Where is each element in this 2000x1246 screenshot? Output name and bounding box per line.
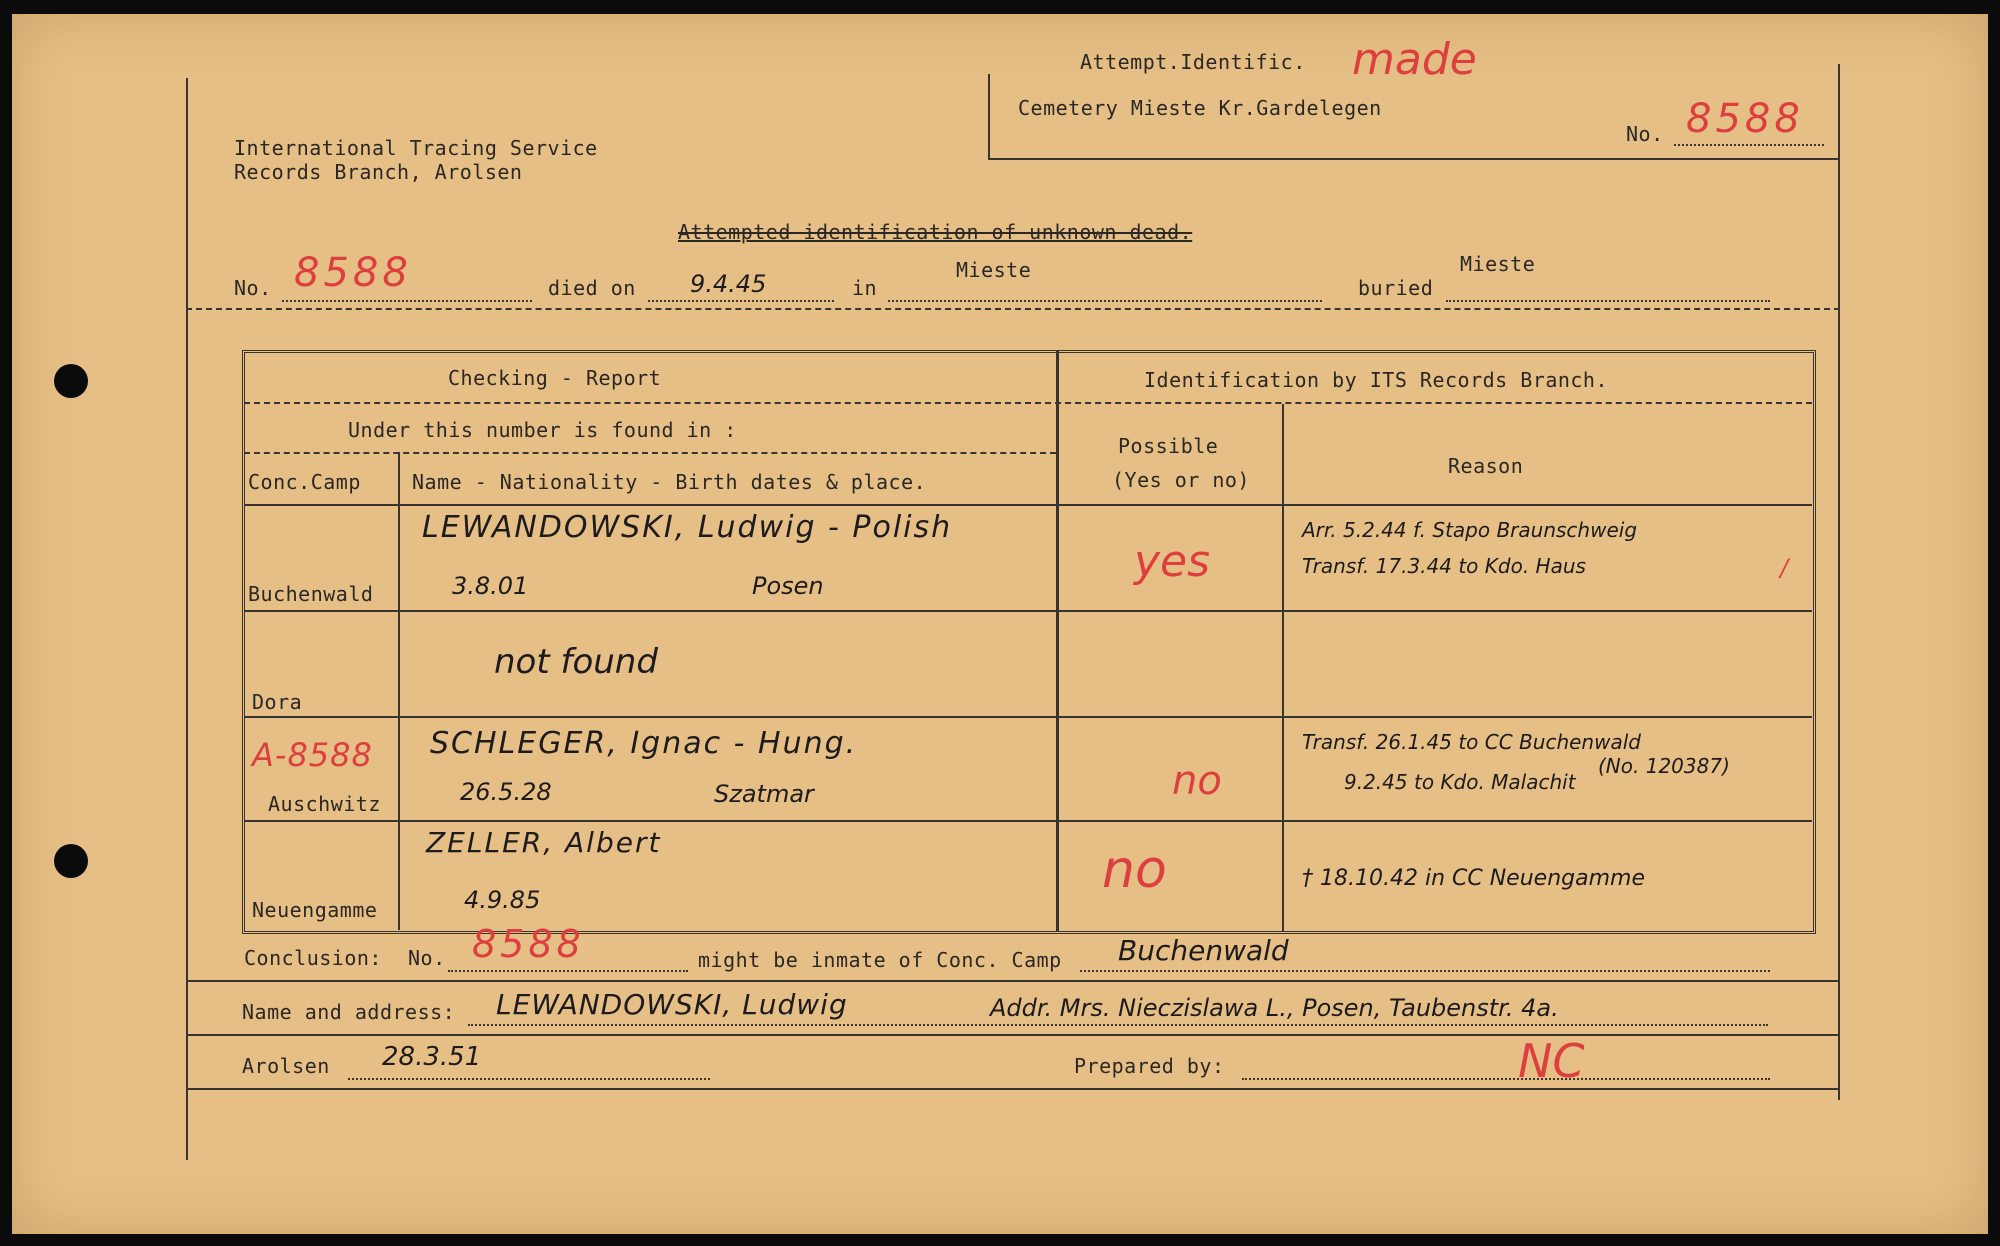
row-1-camp: Buchenwald [248, 582, 374, 606]
header-no-dots [1674, 144, 1824, 146]
row-2-name: not found [494, 642, 658, 682]
grid-row-line-2 [244, 452, 1056, 454]
conclusion-label: Conclusion: [244, 946, 382, 970]
conclusion-camp-dots [1080, 970, 1770, 972]
prepared-by-dots [1242, 1078, 1770, 1080]
col-camp-header: Conc.Camp [248, 470, 361, 494]
row-3-birth: 26.5.28 [460, 778, 552, 806]
date-dots [348, 1078, 710, 1080]
in-value: Mieste [956, 258, 1032, 282]
found-in-header: Under this number is found in : [348, 418, 737, 442]
grid-divider-possible [1282, 404, 1284, 932]
header-no-value: 8588 [1686, 96, 1804, 142]
grid-row-line-1 [244, 402, 1812, 404]
buried-dots [1446, 300, 1770, 302]
row-4-reason-1: † 18.10.42 in CC Neuengamme [1302, 866, 1645, 891]
conclusion-camp-value: Buchenwald [1118, 934, 1289, 967]
attempt-identific-value: made [1352, 34, 1477, 85]
identification-header: Identification by ITS Records Branch. [1144, 368, 1609, 392]
yes-or-no-header: (Yes or no) [1112, 468, 1250, 492]
grid-row-line-4 [244, 716, 1812, 718]
place-label: Arolsen [242, 1054, 330, 1078]
row-3-reason-1: Transf. 26.1.45 to CC Buchenwald [1302, 730, 1641, 754]
header-box-bottom [988, 158, 1840, 160]
initials-signature: NC [1518, 1034, 1585, 1088]
grid-divider-camp [398, 452, 400, 930]
in-dots [888, 300, 1322, 302]
row-4-possible: no [1102, 840, 1167, 900]
row-3-reason-1b: (No. 120387) [1598, 754, 1730, 778]
died-dots [648, 300, 834, 302]
punch-hole-top [54, 364, 88, 398]
died-value: 9.4.45 [690, 270, 767, 298]
conclusion-no-value: 8588 [472, 922, 585, 966]
possible-header: Possible [1118, 434, 1219, 458]
row-3-name: SCHLEGER, Ignac - Hung. [430, 726, 858, 761]
row-3-reason-2: 9.2.45 to Kdo. Malachit [1344, 770, 1576, 794]
row-1-possible: yes [1134, 536, 1211, 587]
prepared-by-label: Prepared by: [1074, 1054, 1225, 1078]
name-address-label: Name and address: [242, 1000, 456, 1024]
row-1-reason-2: Transf. 17.3.44 to Kdo. Haus [1302, 554, 1586, 578]
name-address-divider [186, 1034, 1840, 1036]
footer-divider [186, 1088, 1840, 1090]
name-address-dots [468, 1024, 1768, 1026]
row-3-note: A-8588 [252, 736, 373, 774]
died-label: died on [548, 276, 636, 300]
buried-label: buried [1358, 276, 1434, 300]
name-address-value: LEWANDOWSKI, Ludwig [496, 988, 848, 1021]
header-box-left [988, 74, 990, 158]
name-address-addr: Addr. Mrs. Nieczislawa L., Posen, Taubenstr. 4a. [990, 994, 1559, 1022]
date-value: 28.3.51 [382, 1042, 482, 1072]
grid-divider-main [1056, 350, 1059, 932]
index-card [12, 14, 1988, 1234]
conclusion-divider [186, 980, 1840, 982]
cemetery-label: Cemetery Mieste Kr.Gardelegen [1018, 96, 1382, 120]
row-1-check-mark: / [1780, 554, 1789, 582]
conclusion-no-dots [448, 970, 688, 972]
row-1-birth: 3.8.01 [452, 572, 529, 600]
grid-row-line-3 [244, 610, 1812, 612]
grid-header-bottom [244, 504, 1812, 506]
row-3-possible: no [1172, 758, 1222, 804]
page-title: Attempted identification of unknown dead. [678, 220, 1193, 244]
org-line-2: Records Branch, Arolsen [234, 160, 523, 184]
record-divider [186, 308, 1840, 310]
left-border-line [186, 78, 188, 1160]
record-no-value: 8588 [294, 250, 412, 296]
record-no-dots [282, 300, 532, 302]
row-4-birth: 4.9.85 [464, 886, 541, 914]
row-2-camp: Dora [252, 690, 303, 714]
reason-header: Reason [1448, 454, 1524, 478]
in-label: in [852, 276, 878, 300]
buried-value: Mieste [1460, 252, 1536, 276]
row-3-place: Szatmar [714, 780, 814, 808]
checking-report-header: Checking - Report [448, 366, 662, 390]
header-no-label: No. [1626, 122, 1664, 146]
punch-hole-bottom [54, 844, 88, 878]
row-1-name: LEWANDOWSKI, Ludwig - Polish [422, 510, 953, 545]
row-3-camp: Auschwitz [268, 792, 381, 816]
row-1-reason-1: Arr. 5.2.44 f. Stapo Braunschweig [1302, 518, 1638, 542]
col-name-header: Name - Nationality - Birth dates & place. [412, 470, 927, 494]
org-line-1: International Tracing Service [234, 136, 598, 160]
right-border-line [1838, 64, 1840, 1100]
conclusion-text: might be inmate of Conc. Camp [698, 948, 1062, 972]
row-4-name: ZELLER, Albert [426, 826, 662, 859]
row-1-place: Posen [752, 572, 824, 600]
row-4-camp: Neuengamme [252, 898, 378, 922]
grid-row-line-5 [244, 820, 1812, 822]
conclusion-no-label: No. [408, 946, 446, 970]
record-no-label: No. [234, 276, 272, 300]
attempt-identific-label: Attempt.Identific. [1080, 50, 1306, 74]
